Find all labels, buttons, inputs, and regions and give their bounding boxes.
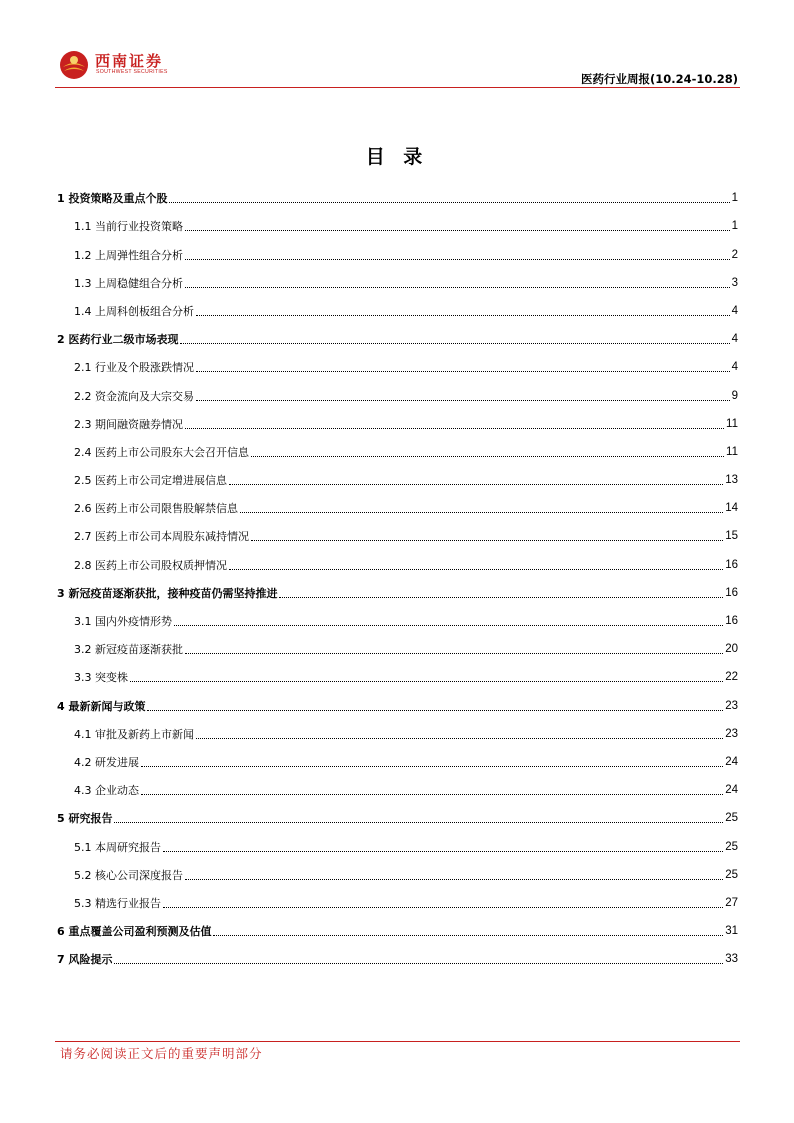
toc-entry-label: 2.1 行业及个股涨跌情况	[74, 361, 194, 375]
toc-subsection-entry[interactable]	[57, 299, 738, 327]
toc-entry-label: 1.2 上周弹性组合分析	[74, 248, 183, 262]
page-header	[55, 44, 740, 88]
toc-dot-leader	[251, 540, 723, 541]
toc-page-number: 4	[731, 304, 738, 317]
toc-entry-label: 1 投资策略及重点个股	[57, 192, 168, 206]
toc-page-number: 3	[731, 276, 738, 289]
toc-dot-leader	[130, 681, 723, 682]
toc-section-entry[interactable]	[57, 327, 738, 355]
toc-entry-label: 1.1 当前行业投资策略	[74, 220, 183, 234]
toc-entry-label: 2.8 医药上市公司股权质押情况	[74, 558, 227, 572]
toc-dot-leader	[174, 625, 723, 626]
toc-entry-label: 6 重点覆盖公司盈利预测及估值	[57, 925, 212, 939]
toc-entry-label: 4 最新新闻与政策	[57, 699, 146, 713]
toc-page-number: 25	[725, 868, 738, 881]
toc-page-number: 14	[725, 502, 738, 515]
toc-page-number: 31	[725, 925, 738, 938]
logo-brand-en: SOUTHWEST SECURITIES	[96, 69, 168, 75]
toc-dot-leader	[185, 287, 730, 288]
toc-page-number: 11	[726, 445, 738, 458]
toc-entry-label: 4.2 研发进展	[74, 755, 139, 769]
toc-entry-label: 4.1 审批及新药上市新闻	[74, 727, 194, 741]
toc-subsection-entry[interactable]	[57, 468, 738, 496]
toc-dot-leader	[229, 484, 723, 485]
toc-page-number: 22	[725, 671, 738, 684]
logo-brand-cn: 西南证券	[95, 52, 164, 70]
toc-entry-label: 3.2 新冠疫苗逐渐获批	[74, 643, 183, 657]
toc-page-number: 9	[731, 389, 738, 402]
toc-dot-leader	[196, 738, 723, 739]
report-title: 医药行业周报(10.24-10.28)	[580, 72, 738, 86]
toc-entry-label: 5.1 本周研究报告	[74, 840, 161, 854]
footer-divider	[55, 1041, 740, 1042]
toc-dot-leader	[141, 766, 723, 767]
toc-dot-leader	[279, 597, 723, 598]
logo-emblem-icon	[59, 50, 89, 80]
toc-subsection-entry[interactable]	[57, 412, 738, 440]
toc-page-number: 13	[725, 474, 738, 487]
toc-page-number: 24	[725, 784, 738, 797]
toc-page-number: 1	[731, 192, 738, 205]
toc-entry-label: 1.3 上周稳健组合分析	[74, 276, 183, 290]
toc-dot-leader	[229, 569, 723, 570]
toc-page-number: 20	[725, 643, 738, 656]
toc-dot-leader	[196, 400, 730, 401]
toc-title: 目 录	[365, 146, 429, 168]
toc-page-number: 16	[725, 615, 738, 627]
toc-subsection-entry[interactable]	[57, 355, 738, 383]
toc-dot-leader	[163, 851, 723, 852]
toc-subsection-entry[interactable]	[57, 722, 738, 750]
toc-page-number: 15	[725, 530, 738, 543]
toc-page-number: 27	[725, 896, 738, 909]
toc-page-number: 33	[725, 953, 738, 966]
toc-page-number: 24	[725, 755, 738, 768]
header-divider	[55, 87, 740, 88]
toc-section-entry[interactable]	[57, 919, 738, 947]
toc-entry-label: 2.7 医药上市公司本周股东减持情况	[74, 530, 249, 544]
toc-entry-label: 2 医药行业二级市场表现	[57, 333, 179, 347]
toc-section-entry[interactable]	[57, 806, 738, 834]
toc-entry-label: 5.2 核心公司深度报告	[74, 868, 183, 882]
toc-entry-label: 2.2 资金流向及大宗交易	[74, 389, 194, 403]
toc-dot-leader	[169, 202, 729, 203]
toc-page-number: 1	[731, 220, 738, 233]
toc-dot-leader	[240, 512, 723, 513]
toc-subsection-entry[interactable]	[57, 496, 738, 524]
toc-subsection-entry[interactable]	[57, 863, 738, 891]
toc-entry-label: 3.1 国内外疫情形势	[74, 615, 172, 628]
toc-page-number: 16	[725, 586, 738, 599]
toc-subsection-entry[interactable]	[57, 665, 738, 693]
toc-entry-label: 5 研究报告	[57, 812, 113, 826]
toc-dot-leader	[185, 653, 723, 654]
toc-subsection-entry[interactable]	[57, 637, 738, 665]
toc-dot-leader	[185, 428, 724, 429]
toc-page-number: 11	[726, 417, 738, 430]
toc-dot-leader	[185, 879, 723, 880]
toc-dot-leader	[147, 710, 723, 711]
toc-page-number: 4	[731, 361, 738, 374]
toc-subsection-entry[interactable]	[57, 214, 738, 242]
toc-entry-label: 2.5 医药上市公司定增进展信息	[74, 474, 227, 488]
table-of-contents	[57, 186, 738, 975]
toc-section-entry[interactable]	[57, 186, 738, 214]
toc-dot-leader	[180, 343, 729, 344]
toc-page-number: 25	[725, 812, 738, 825]
toc-dot-leader	[196, 371, 730, 372]
toc-page-number: 16	[725, 558, 738, 571]
toc-section-entry[interactable]	[57, 693, 738, 721]
toc-entry-label: 2.4 医药上市公司股东大会召开信息	[74, 445, 249, 459]
toc-subsection-entry[interactable]	[57, 609, 738, 637]
company-logo	[55, 44, 175, 84]
toc-dot-leader	[114, 963, 723, 964]
toc-dot-leader	[163, 907, 723, 908]
toc-subsection-entry[interactable]	[57, 552, 738, 580]
toc-subsection-entry[interactable]	[57, 750, 738, 778]
toc-dot-leader	[213, 935, 723, 936]
toc-page-number: 2	[731, 248, 738, 261]
toc-page-number: 25	[725, 840, 738, 853]
toc-subsection-entry[interactable]	[57, 440, 738, 468]
toc-entry-label: 3 新冠疫苗逐渐获批，接种疫苗仍需坚持推进	[57, 586, 278, 600]
toc-dot-leader	[114, 822, 723, 823]
toc-subsection-entry[interactable]	[57, 383, 738, 411]
toc-entry-label: 7 风险提示	[57, 953, 113, 967]
toc-page-number: 23	[725, 699, 738, 712]
toc-entry-label: 5.3 精选行业报告	[74, 896, 161, 910]
toc-dot-leader	[185, 259, 730, 260]
toc-dot-leader	[196, 315, 730, 316]
toc-subsection-entry[interactable]	[57, 834, 738, 862]
toc-subsection-entry[interactable]	[57, 271, 738, 299]
toc-dot-leader	[185, 230, 730, 231]
toc-subsection-entry[interactable]	[57, 778, 738, 806]
toc-entry-label: 4.3 企业动态	[74, 784, 139, 798]
toc-entry-label: 3.3 突变株	[74, 671, 128, 685]
toc-dot-leader	[141, 794, 723, 795]
toc-subsection-entry[interactable]	[57, 242, 738, 270]
toc-dot-leader	[251, 456, 724, 457]
footer-disclaimer: 请务必阅读正文后的重要声明部分	[60, 1046, 263, 1061]
toc-entry-label: 2.6 医药上市公司限售股解禁信息	[74, 502, 238, 516]
toc-subsection-entry[interactable]	[57, 891, 738, 919]
toc-page-number: 23	[725, 727, 738, 740]
toc-subsection-entry[interactable]	[57, 524, 738, 552]
toc-section-entry[interactable]	[57, 947, 738, 975]
toc-entry-label: 1.4 上周科创板组合分析	[74, 304, 194, 318]
toc-section-entry[interactable]	[57, 581, 738, 609]
toc-page-number: 4	[731, 333, 738, 346]
toc-entry-label: 2.3 期间融资融券情况	[74, 417, 183, 431]
